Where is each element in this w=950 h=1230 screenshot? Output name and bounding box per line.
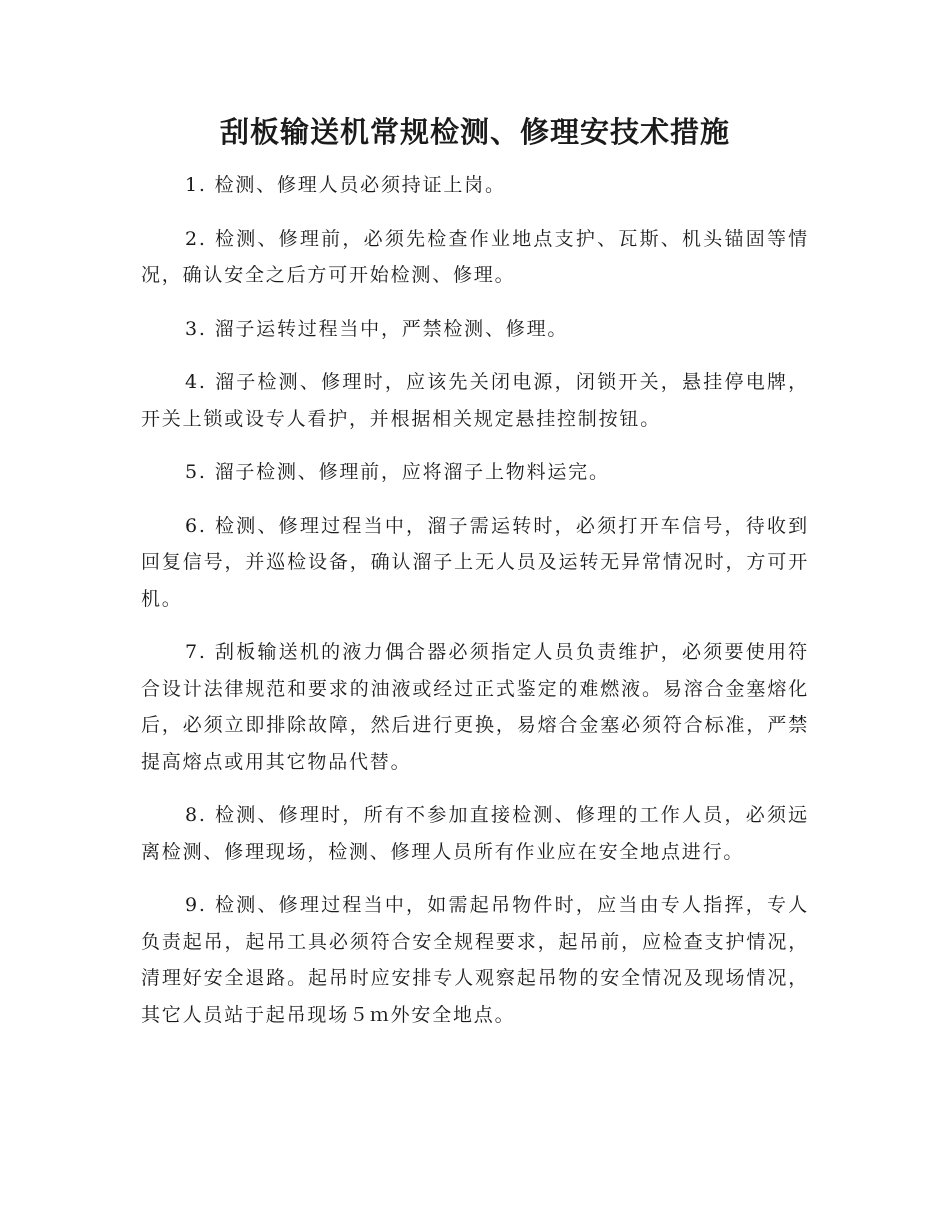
paragraph-7: 7. 刮板输送机的液力偶合器必须指定人员负责维护，必须要使用符合设计法律规范和要求的油液或经过正式鉴定的难燃液。易溶合金塞熔化后，必须立即排除故障，然后进行更换，易熔合金塞必须符合标准，严禁提高熔点或用其它物品代替。 xyxy=(141,641,809,773)
paragraph-2: 2. 检测、修理前，必须先检查作业地点支护、瓦斯、机头锚固等情况，确认安全之后方可开始检测、修理。 xyxy=(141,227,809,286)
paragraph-4: 4. 溜子检测、修理时，应该先关闭电源，闭锁开关，悬挂停电牌，开关上锁或设专人看护，并根据相关规定悬挂控制按钮。 xyxy=(141,371,809,430)
paragraph-9: 9. 检测、修理过程当中，如需起吊物件时，应当由专人指挥，专人负责起吊，起吊工具必须符合安全规程要求，起吊前，应检查支护情况，清理好安全退路。起吊时应安排专人观察起吊物的安全情况及现场情况，其它人员站于起吊现场５ｍ外安全地点。 xyxy=(141,894,809,1026)
paragraph-5: 5. 溜子检测、修理前，应将溜子上物料运完。 xyxy=(185,461,610,483)
paragraph-1: 1. 检测、修理人员必须持证上岗。 xyxy=(185,174,506,196)
paragraph-6: 6. 检测、修理过程当中，溜子需运转时，必须打开车信号，待收到回复信号，并巡检设备，确认溜子上无人员及运转无异常情况时，方可开机。 xyxy=(141,514,809,610)
document-body xyxy=(141,167,809,1050)
paragraph-8: 8. 检测、修理时，所有不参加直接检测、修理的工作人员，必须远离检测、修理现场，检测、修理人员所有作业应在安全地点进行。 xyxy=(141,804,809,863)
document-title: 刮板输送机常规检测、修理安技术措施 xyxy=(219,115,730,149)
paragraph-3: 3. 溜子运转过程当中，严禁检测、修理。 xyxy=(185,317,569,340)
